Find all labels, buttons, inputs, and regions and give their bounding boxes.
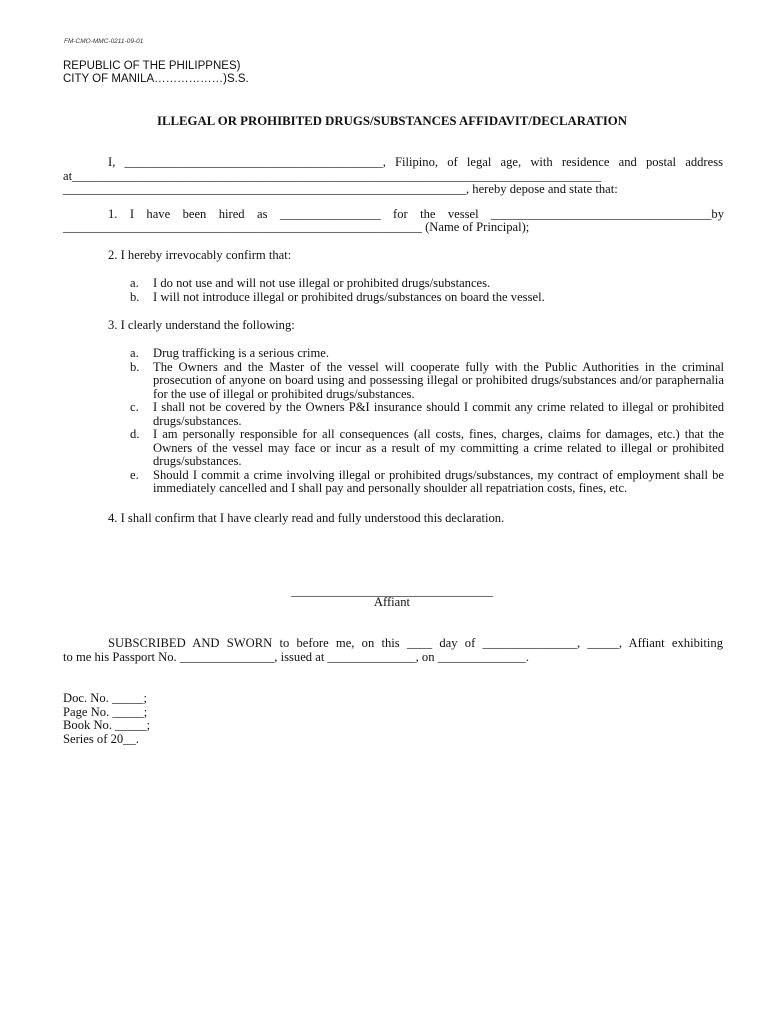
list-item: a. Drug trafficking is a serious crime.: [130, 346, 330, 360]
item-1-line-2: _________________________________________________________ (Name of Principal);: [63, 220, 530, 234]
list-item: b. I will not introduce illegal or prohibited drugs/substances on board the vessel.: [130, 289, 545, 304]
intro-line-2: at____________________________________________________________________________________: [63, 168, 602, 183]
list-item: c. I shall not be covered by the Owners P&I insurance should I commit any crime related to illegal or prohibited drugs/substances.: [130, 400, 724, 428]
venue-block: [63, 60, 249, 85]
document-title: ILLEGAL OR PROHIBITED DRUGS/SUBSTANCES AFFIDAVIT/DECLARATION: [156, 114, 628, 128]
book-no: Book No. _____;: [63, 718, 151, 732]
intro-paragraph: [63, 156, 723, 197]
list-item: d. I am personally responsible for all consequences (all costs, fines, charges, claims for damages, etc.) that the Owners of the vessel may face or incur as a result of my committing a crime related to illegal or prohibited drugs/substances.: [130, 427, 724, 468]
notary-register: [63, 692, 150, 746]
jurat-paragraph: [63, 637, 723, 664]
item-3-subs: [130, 347, 724, 496]
form-code: FM-CMO-MMC-0211-09-01: [64, 38, 144, 45]
list-item: e. Should I commit a crime involving illegal or prohibited drugs/substances, my contract of employment shall be immediately cancelled and I shall pay and personally shoulder all repatriation costs, fines, etc.: [130, 467, 724, 495]
list-item: a. I do not use and will not use illegal or prohibited drugs/substances.: [130, 276, 491, 290]
item-2-subs: [130, 277, 724, 304]
intro-line-1: I, _________________________________________, Filipino, of legal age, with residence and postal address: [108, 155, 723, 169]
item-3-heading: 3. I clearly understand the following:: [108, 318, 295, 332]
jurat-line-2: to me his Passport No. _______________, issued at ______________, on ______________.: [63, 649, 529, 664]
item-4: 4. I shall confirm that I have clearly read and fully understood this declaration.: [108, 511, 505, 525]
city-line: CITY OF MANILA………………)S.S.: [63, 72, 249, 85]
jurat-line-1: SUBSCRIBED AND SWORN to before me, on this ____ day of _______________, _____, Affiant exhibiting: [108, 636, 723, 650]
item-2-heading: 2. I hereby irrevocably confirm that:: [108, 248, 292, 262]
intro-line-3: ________________________________________________________________, hereby depose and state that:: [63, 182, 618, 196]
republic-line: REPUBLIC OF THE PHILIPPNES): [63, 60, 241, 72]
item-1-line-1: 1. I have been hired as ________________ for the vessel ___________________________________by: [108, 207, 724, 221]
series: Series of 20__.: [63, 731, 139, 746]
doc-no: Doc. No. _____;: [63, 691, 147, 705]
item-1-cont: [63, 221, 723, 235]
page-no: Page No. _____;: [63, 704, 148, 719]
signature-line: ________________________________: [291, 584, 493, 598]
list-item: b. The Owners and the Master of the vessel will cooperate fully with the Public Authorities in the criminal prosecution of anyone on board using and possessing illegal or prohibited drugs/substances and/or paraphernalia for the use of illegal or prohibited drugs/substances.: [130, 359, 724, 401]
affiant-label: Affiant: [373, 595, 411, 609]
